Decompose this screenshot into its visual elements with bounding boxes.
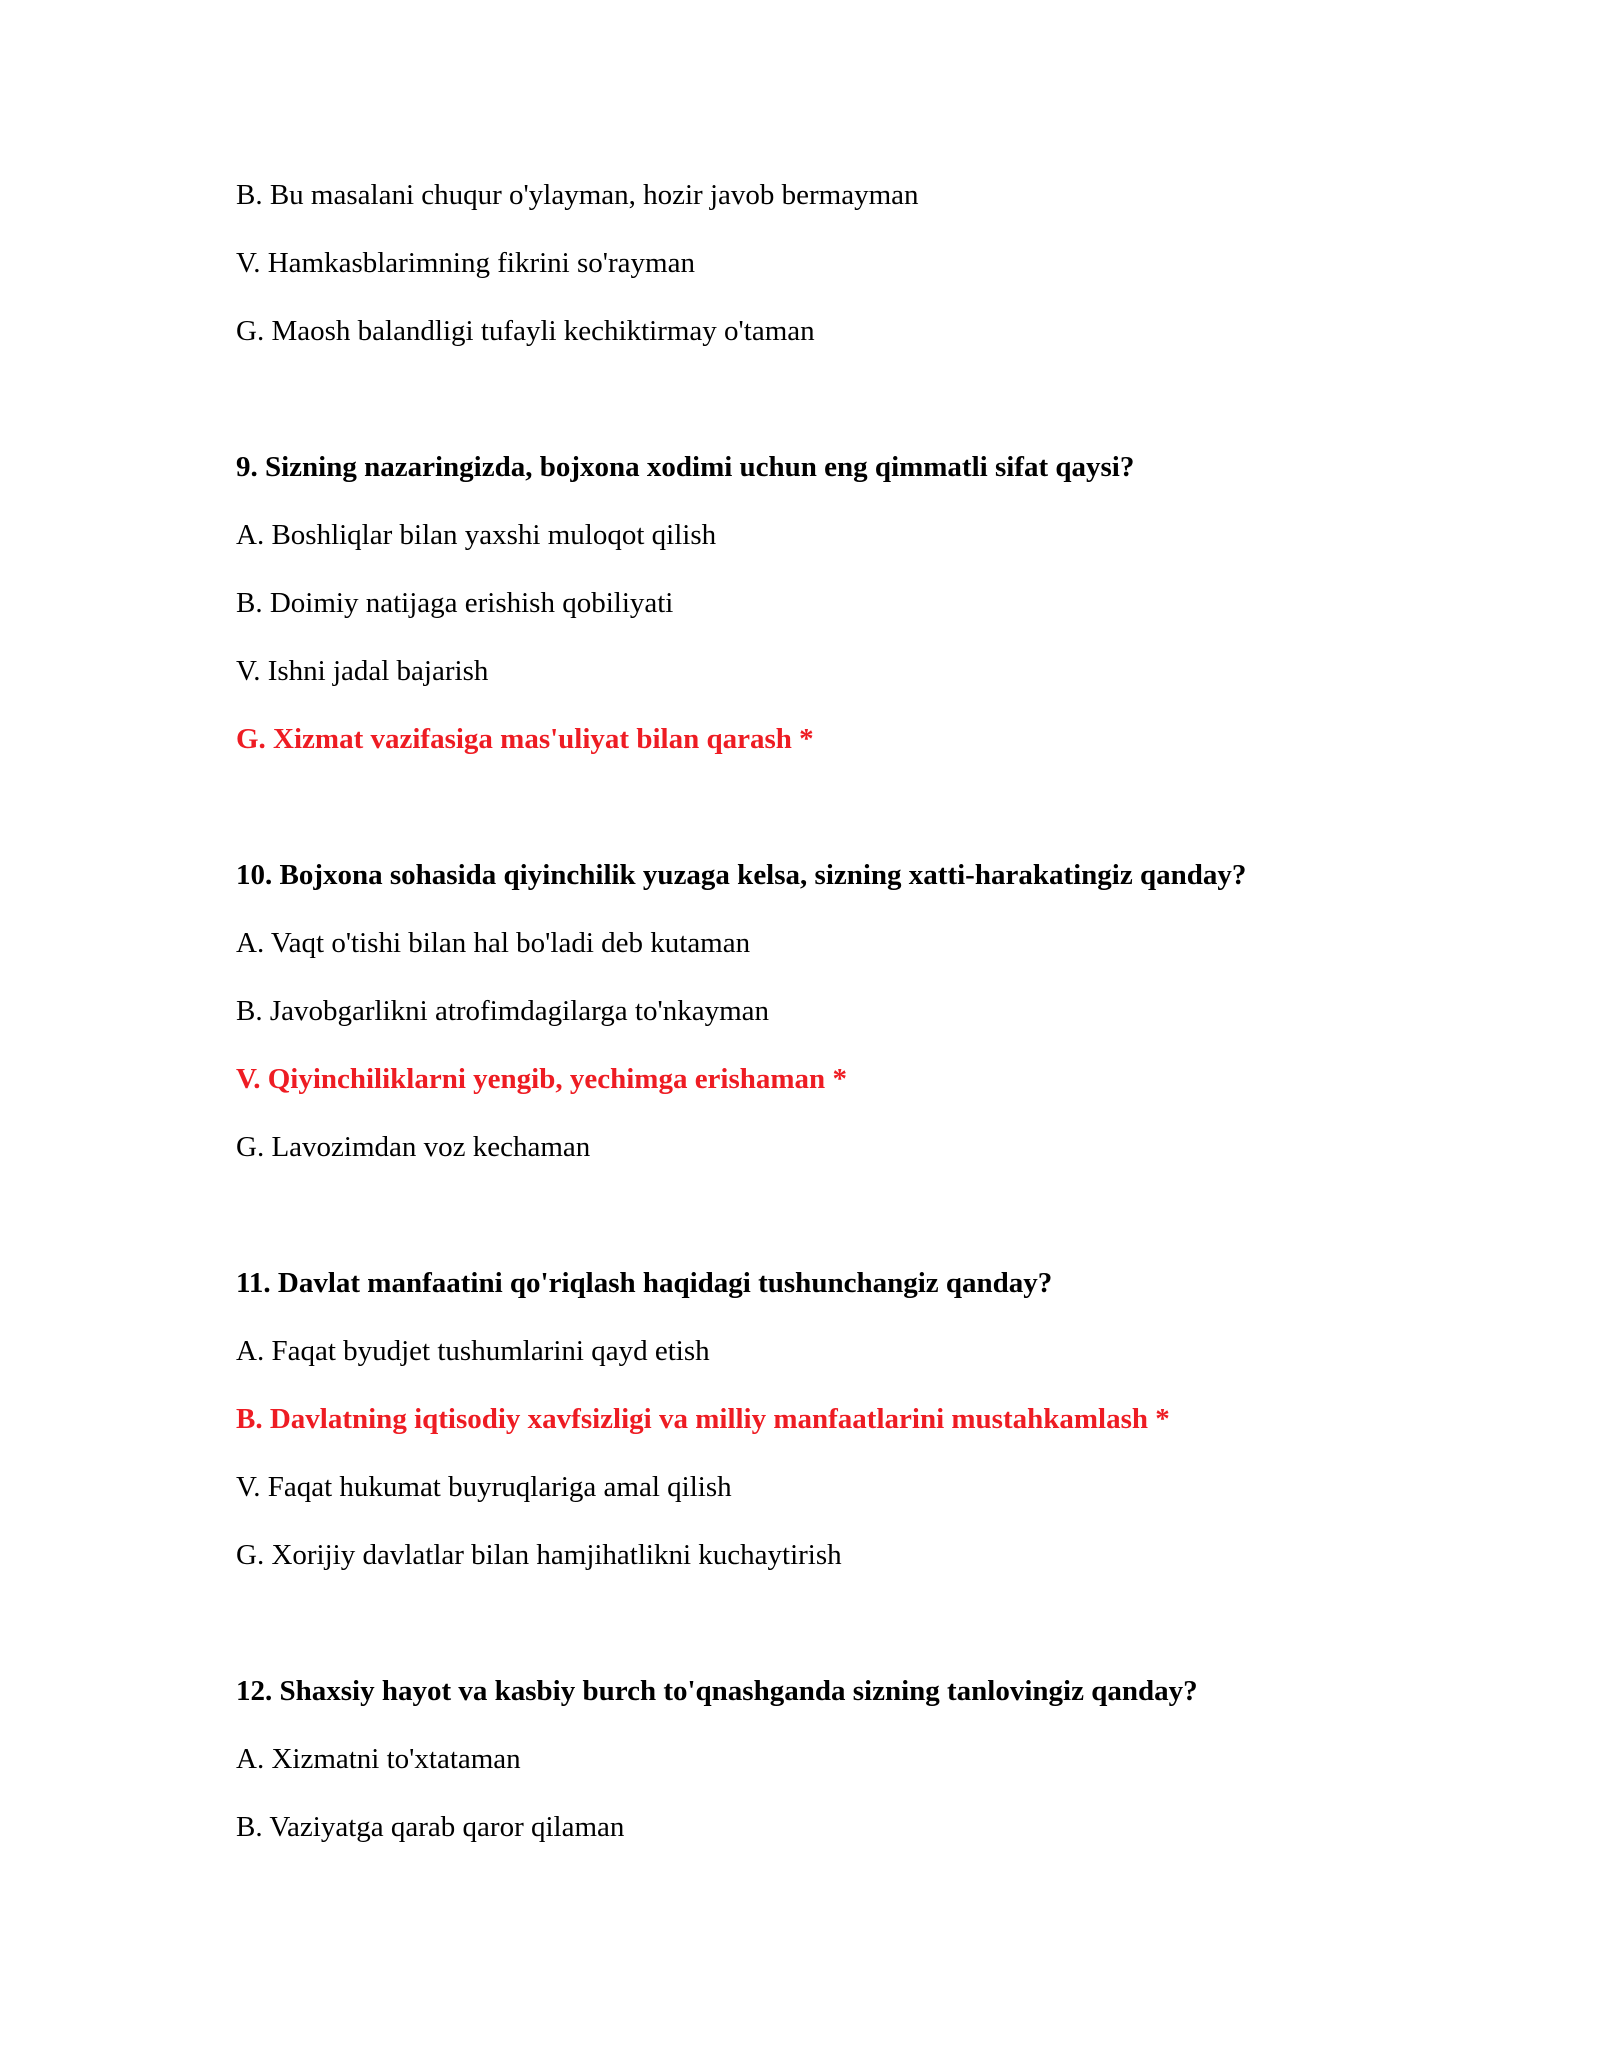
option-line: V. Faqat hukumat buyruqlariga amal qilish xyxy=(236,1471,732,1503)
option-line: A. Vaqt o'tishi bilan hal bo'ladi deb kutaman xyxy=(236,927,751,959)
correct-answer: V. Qiyinchiliklarni yengib, yechimga erishaman * xyxy=(236,1063,847,1095)
option-line: G. Xorijiy davlatlar bilan hamjihatlikni kuchaytirish xyxy=(236,1539,842,1571)
option-line: A. Xizmatni to'xtataman xyxy=(236,1743,521,1775)
option-line: A. Boshliqlar bilan yaxshi muloqot qilish xyxy=(236,519,717,551)
option-line: A. Faqat byudjet tushumlarini qayd etish xyxy=(236,1335,710,1367)
correct-answer: G. Xizmat vazifasiga mas'uliyat bilan qarash * xyxy=(236,723,814,755)
option-line: G. Maosh balandligi tufayli kechiktirmay o'taman xyxy=(236,315,815,347)
spacer xyxy=(236,1198,1476,1266)
question-10: 10. Bojxona sohasida qiyinchilik yuzaga kelsa, sizning xatti-harakatingiz qanday? xyxy=(236,859,1247,891)
spacer xyxy=(236,790,1476,858)
option-line: B. Vaziyatga qarab qaror qilaman xyxy=(236,1811,625,1843)
option-line: B. Doimiy natijaga erishish qobiliyati xyxy=(236,587,674,619)
option-line: B. Javobgarlikni atrofimdagilarga to'nkayman xyxy=(236,995,770,1027)
option-line: G. Lavozimdan voz kechaman xyxy=(236,1131,591,1163)
correct-answer: B. Davlatning iqtisodiy xavfsizligi va milliy manfaatlarini mustahkamlash * xyxy=(236,1403,1170,1435)
option-line: V. Ishni jadal bajarish xyxy=(236,655,489,687)
option-line: V. Hamkasblarimning fikrini so'rayman xyxy=(236,247,695,279)
question-9: 9. Sizning nazaringizda, bojxona xodimi uchun eng qimmatli sifat qaysi? xyxy=(236,451,1135,483)
spacer xyxy=(236,382,1476,450)
question-11: 11. Davlat manfaatini qo'riqlash haqidagi tushunchangiz qanday? xyxy=(236,1267,1053,1299)
spacer xyxy=(236,1606,1476,1674)
option-line: B. Bu masalani chuqur o'ylayman, hozir javob bermayman xyxy=(236,179,919,211)
quiz-content xyxy=(236,178,1476,1878)
question-12: 12. Shaxsiy hayot va kasbiy burch to'qnashganda sizning tanlovingiz qanday? xyxy=(236,1675,1198,1707)
